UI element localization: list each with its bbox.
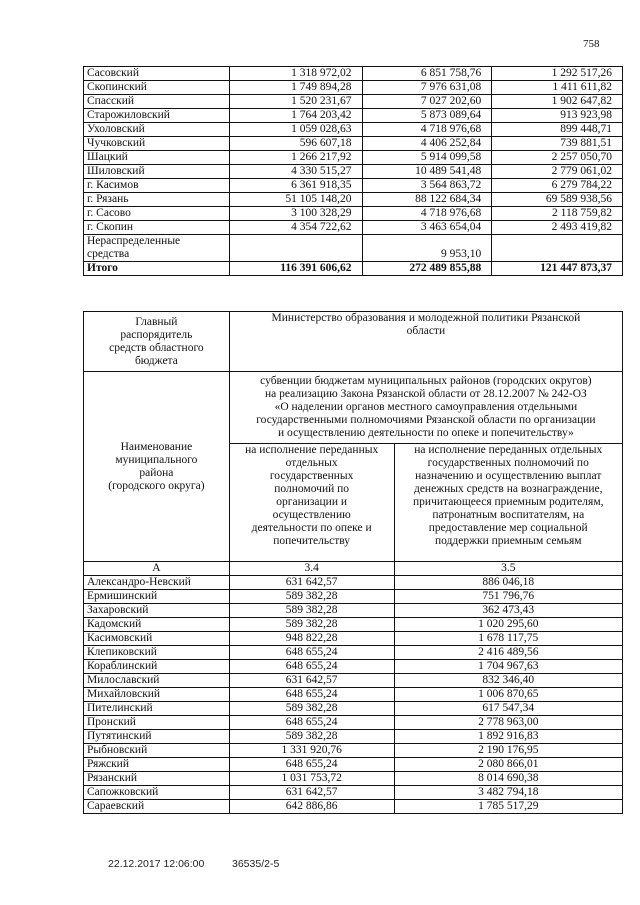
- value-cell: 648 655,24: [229, 758, 394, 772]
- value-cell: 1 704 967,63: [394, 660, 623, 674]
- header-line: распорядитель: [120, 328, 193, 341]
- table-row: [84, 590, 623, 604]
- header-line: муниципального: [115, 453, 198, 466]
- value-cell: 1 059 028,63: [229, 123, 362, 137]
- value-cell: 6 361 918,35: [229, 179, 362, 193]
- total-value: 116 391 606,62: [229, 262, 362, 276]
- header-col-3-4: [229, 444, 394, 562]
- header-line: поддержки приемным семьям: [434, 535, 582, 547]
- header-line: денежных средств на вознаграждение,: [413, 483, 603, 495]
- table-row: [84, 660, 623, 674]
- district-name: Спасский: [84, 95, 230, 109]
- district-name: Сапожковский: [84, 786, 230, 800]
- value-cell: 6 851 758,76: [362, 67, 492, 81]
- header-line: субвенции бюджетам муниципальных районов (городских округов): [260, 375, 592, 387]
- header-line: назначению и осуществлению выплат: [415, 470, 602, 482]
- header-line: государственных полномочий по: [427, 457, 589, 469]
- value-cell: 886 046,18: [394, 576, 623, 590]
- subsidy-table-body: [84, 312, 623, 814]
- header-line: средств областного: [109, 341, 204, 354]
- value-cell: 5 914 099,58: [362, 151, 492, 165]
- district-name: Чучковский: [84, 137, 230, 151]
- value-cell: 948 822,28: [229, 632, 394, 646]
- value-cell: 3 482 794,18: [394, 786, 623, 800]
- district-name: Старожиловский: [84, 109, 230, 123]
- value-cell: 642 886,86: [229, 800, 394, 814]
- value-cell: 1 411 611,82: [492, 81, 623, 95]
- value-cell: 9 953,10: [362, 235, 492, 262]
- header-ministry-name: [229, 312, 622, 372]
- table-row: [84, 688, 623, 702]
- value-cell: 648 655,24: [229, 646, 394, 660]
- value-cell: 1 892 916,83: [394, 730, 623, 744]
- footer-timestamp: 22.12.2017 12:06:00: [108, 858, 205, 870]
- table-row: [84, 207, 623, 221]
- district-name: Сасовский: [84, 67, 230, 81]
- district-name: Ряжский: [84, 758, 230, 772]
- district-name: Сараевский: [84, 800, 230, 814]
- value-cell: 1 006 870,65: [394, 688, 623, 702]
- header-line: попечительству: [273, 535, 351, 547]
- value-cell: 4 718 976,68: [362, 123, 492, 137]
- table-row: [84, 109, 623, 123]
- header-district-name: [84, 372, 230, 562]
- header-line: осуществлению: [272, 509, 351, 521]
- value-cell: 2 779 061,02: [492, 165, 623, 179]
- header-line: причитающееся приемным родителям,: [413, 496, 604, 508]
- unallocated-label-line: средства: [87, 248, 130, 260]
- value-cell: 1 785 517,29: [394, 800, 623, 814]
- value-cell: 739 881,51: [492, 137, 623, 151]
- district-name: Путятинский: [84, 730, 230, 744]
- district-name: Пителинский: [84, 702, 230, 716]
- value-cell: 1 520 231,67: [229, 95, 362, 109]
- value-cell: 1 292 517,26: [492, 67, 623, 81]
- value-cell: 2 257 050,70: [492, 151, 623, 165]
- table-row: [84, 604, 623, 618]
- value-cell: 3 564 863,72: [362, 179, 492, 193]
- value-cell: 2 190 176,95: [394, 744, 623, 758]
- district-name: Ермишинский: [84, 590, 230, 604]
- district-name: Шацкий: [84, 151, 230, 165]
- value-cell: 589 382,28: [229, 590, 394, 604]
- table-row: [84, 786, 623, 800]
- district-name: Захаровский: [84, 604, 230, 618]
- header-line: (городского округа): [108, 479, 205, 492]
- header-line: Главный: [135, 315, 178, 328]
- value-cell: 589 382,28: [229, 618, 394, 632]
- header-line: патронатным воспитателям, на: [432, 509, 585, 521]
- header-line: государственных: [269, 470, 354, 482]
- header-main-distributor-label: [84, 312, 230, 372]
- header-line: бюджета: [134, 354, 178, 367]
- value-cell: 1 031 753,72: [229, 772, 394, 786]
- header-line: государственными полномочиями Рязанской области по организации: [256, 414, 596, 426]
- table-row: [84, 800, 623, 814]
- header-col-3-5: [394, 444, 623, 562]
- value-cell: 631 642,57: [229, 576, 394, 590]
- value-cell: [229, 235, 362, 262]
- table-row: [84, 576, 623, 590]
- value-cell: 2 778 963,00: [394, 716, 623, 730]
- district-name: Рязанский: [84, 772, 230, 786]
- district-name: Ухоловский: [84, 123, 230, 137]
- value-cell: 4 406 252,84: [362, 137, 492, 151]
- column-label-3-5: 3.5: [394, 562, 623, 576]
- table-row: [84, 193, 623, 207]
- unallocated-label-line: Нераспределенные: [87, 235, 181, 247]
- budget-table-body: [84, 67, 623, 276]
- value-cell: 10 489 541,48: [362, 165, 492, 179]
- header-line: «О наделении органов местного самоуправления отдельными: [274, 401, 578, 413]
- value-cell: 8 014 690,38: [394, 772, 623, 786]
- value-cell: 589 382,28: [229, 604, 394, 618]
- district-name: Пронский: [84, 716, 230, 730]
- table-row: [84, 95, 623, 109]
- district-name: Кадомский: [84, 618, 230, 632]
- value-cell: 1 749 894,28: [229, 81, 362, 95]
- value-cell: 7 976 631,08: [362, 81, 492, 95]
- header-line: области: [406, 325, 446, 337]
- value-cell: 7 027 202,60: [362, 95, 492, 109]
- value-cell: 4 354 722,62: [229, 221, 362, 235]
- table-row: [84, 151, 623, 165]
- table-row: [84, 646, 623, 660]
- value-cell: 589 382,28: [229, 730, 394, 744]
- budget-table-continued: [83, 66, 623, 276]
- header-line: полномочий по: [274, 483, 350, 495]
- table-row: [84, 137, 623, 151]
- value-cell: 596 607,18: [229, 137, 362, 151]
- table-row: [84, 67, 623, 81]
- column-label-a: А: [84, 562, 230, 576]
- value-cell: 2 080 866,01: [394, 758, 623, 772]
- unallocated-row: [84, 235, 623, 262]
- header-line: организации и: [276, 496, 348, 508]
- value-cell: 899 448,71: [492, 123, 623, 137]
- value-cell: [492, 235, 623, 262]
- value-cell: 51 105 148,20: [229, 193, 362, 207]
- header-subsidy-description: [229, 372, 622, 444]
- table-row: [84, 618, 623, 632]
- header-line: на исполнение переданных: [245, 444, 379, 456]
- table-row: [84, 702, 623, 716]
- table-row: [84, 772, 623, 786]
- header-line: Министерство образования и молодежной политики Рязанской: [271, 312, 581, 324]
- district-name: Кораблинский: [84, 660, 230, 674]
- value-cell: 1 020 295,60: [394, 618, 623, 632]
- district-name: г. Сасово: [84, 207, 230, 221]
- district-name: Рыбновский: [84, 744, 230, 758]
- value-cell: 1 331 920,76: [229, 744, 394, 758]
- value-cell: 5 873 089,64: [362, 109, 492, 123]
- header-line: предоставление мер социальной: [428, 522, 588, 534]
- value-cell: 3 463 654,04: [362, 221, 492, 235]
- table-row: [84, 632, 623, 646]
- value-cell: 4 718 976,68: [362, 207, 492, 221]
- district-name: Михайловский: [84, 688, 230, 702]
- value-cell: 4 330 515,27: [229, 165, 362, 179]
- table-row: [84, 730, 623, 744]
- header-line: Наименование: [120, 440, 193, 453]
- district-name: Скопинский: [84, 81, 230, 95]
- value-cell: 751 796,76: [394, 590, 623, 604]
- value-cell: 3 100 328,29: [229, 207, 362, 221]
- table-row: [84, 716, 623, 730]
- unallocated-label: [84, 235, 230, 262]
- total-value: 272 489 855,88: [362, 262, 492, 276]
- total-label: Итого: [84, 262, 230, 276]
- header-line: на исполнение переданных отдельных: [414, 444, 603, 456]
- district-name: г. Рязань: [84, 193, 230, 207]
- table-row: [84, 179, 623, 193]
- table-row: [84, 758, 623, 772]
- district-name: Милославский: [84, 674, 230, 688]
- value-cell: 2 118 759,82: [492, 207, 623, 221]
- value-cell: 362 473,43: [394, 604, 623, 618]
- district-name: Шиловский: [84, 165, 230, 179]
- table-row: [84, 744, 623, 758]
- district-name: г. Скопин: [84, 221, 230, 235]
- page-number: 758: [583, 38, 600, 50]
- value-cell: 631 642,57: [229, 786, 394, 800]
- table-row: [84, 165, 623, 179]
- district-name: Александро-Невский: [84, 576, 230, 590]
- district-name: г. Касимов: [84, 179, 230, 193]
- header-line: района: [139, 466, 174, 479]
- column-label-3-4: 3.4: [229, 562, 394, 576]
- value-cell: 648 655,24: [229, 688, 394, 702]
- value-cell: 6 279 784,22: [492, 179, 623, 193]
- value-cell: 1 902 647,82: [492, 95, 623, 109]
- value-cell: 1 318 972,02: [229, 67, 362, 81]
- value-cell: 1 266 217,92: [229, 151, 362, 165]
- header-line: деятельности по опеке и: [251, 522, 372, 534]
- value-cell: 832 346,40: [394, 674, 623, 688]
- value-cell: 913 923,98: [492, 109, 623, 123]
- value-cell: 648 655,24: [229, 716, 394, 730]
- table-row: [84, 221, 623, 235]
- header-line: и осуществлению деятельности по опеке и попечительству»: [278, 427, 574, 439]
- header-line: на реализацию Закона Рязанской области от 28.12.2007 № 242-ОЗ: [265, 388, 587, 400]
- value-cell: 631 642,57: [229, 674, 394, 688]
- value-cell: 88 122 684,34: [362, 193, 492, 207]
- value-cell: 589 382,28: [229, 702, 394, 716]
- table-row: [84, 81, 623, 95]
- header-line: отдельных: [285, 457, 338, 469]
- footer-document-id: 36535/2-5: [232, 858, 280, 870]
- value-cell: 2 493 419,82: [492, 221, 623, 235]
- district-name: Клепиковский: [84, 646, 230, 660]
- table-row: [84, 123, 623, 137]
- value-cell: 2 416 489,56: [394, 646, 623, 660]
- value-cell: 1 678 117,75: [394, 632, 623, 646]
- value-cell: 69 589 938,56: [492, 193, 623, 207]
- table-row: [84, 674, 623, 688]
- value-cell: 648 655,24: [229, 660, 394, 674]
- value-cell: 617 547,34: [394, 702, 623, 716]
- value-cell: 1 764 203,42: [229, 109, 362, 123]
- total-value: 121 447 873,37: [492, 262, 623, 276]
- district-name: Касимовский: [84, 632, 230, 646]
- subsidy-table: [83, 311, 623, 814]
- total-row: [84, 262, 623, 276]
